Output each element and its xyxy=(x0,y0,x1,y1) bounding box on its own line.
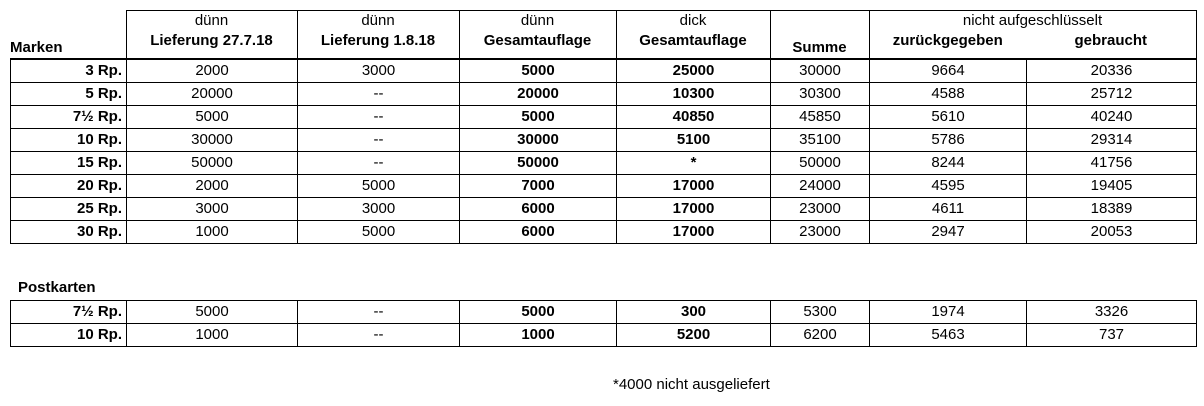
marken-header-label: Marken xyxy=(10,39,63,56)
table-cell-c2: 5000 xyxy=(298,175,460,198)
table-cell-c3: 6000 xyxy=(460,198,617,221)
table-cell-c6: 4611 xyxy=(870,198,1027,221)
table-cell-c5: 45850 xyxy=(771,106,870,129)
table-cell-c2: 3000 xyxy=(298,60,460,83)
table-cell-c3: 30000 xyxy=(460,129,617,152)
table-cell-c3: 20000 xyxy=(460,83,617,106)
table-cell-c2: -- xyxy=(298,152,460,175)
table-cell-c5: 35100 xyxy=(771,129,870,152)
table-cell-c4: 10300 xyxy=(617,83,771,106)
row-label-cell: 5 Rp. xyxy=(11,83,127,106)
col2-header-bottom: Lieferung 1.8.18 xyxy=(320,32,436,49)
table-cell-c3: 6000 xyxy=(460,221,617,244)
marken-table xyxy=(10,59,1197,244)
table-cell-c3: 5000 xyxy=(460,106,617,129)
col4-header xyxy=(616,11,770,59)
table-cell-c7: 41756 xyxy=(1027,152,1197,175)
table-cell-c1: 20000 xyxy=(127,83,298,106)
col4-header-top: dick xyxy=(679,12,707,29)
table-cell-c3: 5000 xyxy=(460,60,617,83)
table-cell-c2: -- xyxy=(298,301,460,324)
table-cell-c2: 3000 xyxy=(298,198,460,221)
table-cell-c3: 50000 xyxy=(460,152,617,175)
row-label-cell: 20 Rp. xyxy=(11,175,127,198)
table-cell-c5: 5300 xyxy=(771,301,870,324)
row-label-cell: 15 Rp. xyxy=(11,152,127,175)
table-cell-c6: 2947 xyxy=(870,221,1027,244)
table-cell-c6: 8244 xyxy=(870,152,1027,175)
row-label-cell: 10 Rp. xyxy=(11,324,127,347)
table-cell-c4: 17000 xyxy=(617,175,771,198)
row-label-cell: 10 Rp. xyxy=(11,129,127,152)
table-cell-c7: 20336 xyxy=(1027,60,1197,83)
col3-header xyxy=(459,11,616,59)
table-row xyxy=(11,221,1197,244)
table-cell-c5: 30000 xyxy=(771,60,870,83)
table-cell-c1: 3000 xyxy=(127,198,298,221)
col1-header-top: dünn xyxy=(194,12,229,29)
col7-header-bottom: gebraucht xyxy=(1074,32,1148,49)
table-cell-c1: 2000 xyxy=(127,60,298,83)
col5-header xyxy=(770,11,869,59)
table-cell-c7: 20053 xyxy=(1027,221,1197,244)
table-row xyxy=(11,324,1197,347)
marken-header-table xyxy=(10,10,1197,59)
table-row xyxy=(11,198,1197,221)
table-cell-c3: 1000 xyxy=(460,324,617,347)
table-row xyxy=(11,60,1197,83)
row-label-cell: 7½ Rp. xyxy=(11,301,127,324)
table-cell-c6: 4588 xyxy=(870,83,1027,106)
table-cell-c5: 30300 xyxy=(771,83,870,106)
table-cell-c6: 4595 xyxy=(870,175,1027,198)
col6-header-bottom: zurückgegeben xyxy=(892,32,1003,49)
table-cell-c6: 9664 xyxy=(870,60,1027,83)
footnote: *4000 nicht ausgeliefert xyxy=(613,376,770,393)
table-cell-c1: 30000 xyxy=(127,129,298,152)
table-cell-c7: 18389 xyxy=(1027,198,1197,221)
table-cell-c1: 2000 xyxy=(127,175,298,198)
table-cell-c3: 7000 xyxy=(460,175,617,198)
row-label-cell: 7½ Rp. xyxy=(11,106,127,129)
table-cell-c1: 5000 xyxy=(127,301,298,324)
marken-header-cell xyxy=(10,11,126,59)
table-cell-c4: * xyxy=(617,152,771,175)
table-row xyxy=(11,152,1197,175)
col3-header-top: dünn xyxy=(520,12,555,29)
table-cell-c4: 5200 xyxy=(617,324,771,347)
table-cell-c4: 17000 xyxy=(617,221,771,244)
table-cell-c4: 300 xyxy=(617,301,771,324)
col3-header-bottom: Gesamtauflage xyxy=(483,32,592,49)
table-cell-c1: 5000 xyxy=(127,106,298,129)
postkarten-title: Postkarten xyxy=(18,279,96,296)
table-cell-c1: 1000 xyxy=(127,324,298,347)
table-cell-c7: 40240 xyxy=(1027,106,1197,129)
col2-header-top: dünn xyxy=(361,12,395,29)
table-row xyxy=(11,106,1197,129)
table-cell-c5: 50000 xyxy=(771,152,870,175)
table-cell-c5: 6200 xyxy=(771,324,870,347)
table-cell-c7: 3326 xyxy=(1027,301,1197,324)
table-row xyxy=(11,83,1197,106)
table-cell-c5: 24000 xyxy=(771,175,870,198)
table-cell-c4: 5100 xyxy=(617,129,771,152)
col5-header-bottom: Summe xyxy=(792,39,847,56)
table-cell-c2: -- xyxy=(298,83,460,106)
group-header xyxy=(869,11,1196,59)
table-cell-c2: -- xyxy=(298,129,460,152)
col1-header xyxy=(126,11,297,59)
table-cell-c6: 5610 xyxy=(870,106,1027,129)
table-cell-c3: 5000 xyxy=(460,301,617,324)
table-cell-c7: 25712 xyxy=(1027,83,1197,106)
table-cell-c7: 19405 xyxy=(1027,175,1197,198)
table-cell-c7: 29314 xyxy=(1027,129,1197,152)
table-row xyxy=(11,301,1197,324)
col4-header-bottom: Gesamtauflage xyxy=(639,32,747,49)
col2-header xyxy=(297,11,459,59)
table-cell-c5: 23000 xyxy=(771,198,870,221)
table-cell-c2: -- xyxy=(298,324,460,347)
row-label-cell: 25 Rp. xyxy=(11,198,127,221)
table-row xyxy=(11,129,1197,152)
table-cell-c4: 40850 xyxy=(617,106,771,129)
postkarten-table xyxy=(10,300,1197,347)
table-cell-c4: 25000 xyxy=(617,60,771,83)
table-cell-c6: 5463 xyxy=(870,324,1027,347)
row-label-cell: 3 Rp. xyxy=(11,60,127,83)
group-header-top: nicht aufgeschlüsselt xyxy=(962,12,1103,29)
row-label-cell: 30 Rp. xyxy=(11,221,127,244)
table-cell-c2: 5000 xyxy=(298,221,460,244)
col1-header-bottom: Lieferung 27.7.18 xyxy=(150,32,273,49)
table-row xyxy=(11,175,1197,198)
table-cell-c2: -- xyxy=(298,106,460,129)
table-cell-c4: 17000 xyxy=(617,198,771,221)
table-cell-c5: 23000 xyxy=(771,221,870,244)
table-cell-c6: 5786 xyxy=(870,129,1027,152)
table-cell-c1: 50000 xyxy=(127,152,298,175)
table-cell-c6: 1974 xyxy=(870,301,1027,324)
table-cell-c7: 737 xyxy=(1027,324,1197,347)
table-cell-c1: 1000 xyxy=(127,221,298,244)
